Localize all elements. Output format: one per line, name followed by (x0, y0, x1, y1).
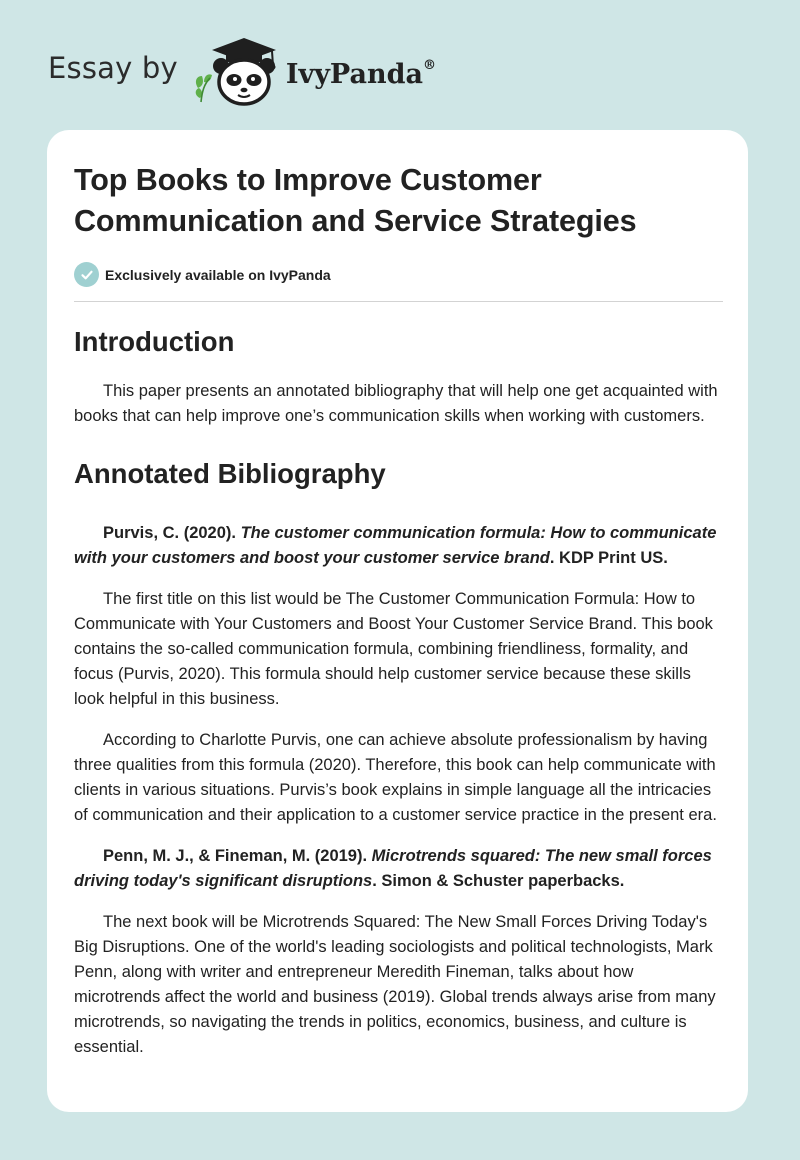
citation-publisher: . KDP Print US. (549, 549, 668, 567)
citation-author: Purvis, C. (2020). (103, 524, 241, 542)
article-content (74, 160, 723, 1060)
exclusive-badge (74, 262, 723, 287)
citation-penn-fineman (74, 844, 723, 894)
page-title: Top Books to Improve Customer Communication and Service Strategies (74, 163, 637, 238)
citation-publisher: . Simon & Schuster paperbacks. (372, 872, 625, 890)
check-icon (74, 262, 99, 287)
brand-name: IvyPanda® (285, 57, 436, 90)
bibliography-heading: Annotated Bibliography (74, 458, 386, 489)
brand-prefix: Essay by (48, 51, 178, 85)
citation-book-title: Microtrends squared: The new small forces driving today's significant disruptions (74, 847, 712, 890)
article-card (47, 130, 748, 1112)
title-divider (74, 301, 723, 302)
annotation-paragraph: The next book will be Microtrends Squared: The New Small Forces Driving Today's Big Disruptions. One of the world's leading sociologists and political technologists, Mark Penn, along with writer and entrepreneur Meredith Fineman, talks about how microtrends affect the world and business (2019). Global trends always arise from many microtrends, so navigating the trends in politics, economics, business, and culture is essential. (74, 913, 716, 1056)
annotation-paragraph: According to Charlotte Purvis, one can achieve absolute professionalism by having three qualities from this formula (2020). Therefore, this book can help communicate with clients in various situations. Purvis’s book explains in simple language all the intricacies of communication and their application to a customer service practice in the present era. (74, 731, 717, 824)
introduction-heading: Introduction (74, 326, 235, 357)
citation-book-title: The customer communication formula: How to communicate with your customers and boost your customer service brand (74, 524, 717, 567)
annotation-paragraph: The first title on this list would be The Customer Communication Formula: How to Communicate with Your Customers and Boost Your Customer Service Brand. This book contains the so-called communication formula, combining friendliness, formality, and focus (Purvis, 2020). This formula should help customer service because these skills look helpful in this business. (74, 590, 713, 708)
citation-purvis (74, 521, 723, 571)
exclusive-badge-text: Exclusively available on IvyPanda (105, 266, 331, 283)
introduction-paragraph: This paper presents an annotated bibliography that will help one get acquainted with books that can help improve one’s communication skills when working with customers. (74, 382, 718, 425)
citation-author: Penn, M. J., & Fineman, M. (2019). (103, 847, 372, 865)
site-brand[interactable] (48, 36, 436, 108)
panda-logo-icon (192, 36, 284, 108)
